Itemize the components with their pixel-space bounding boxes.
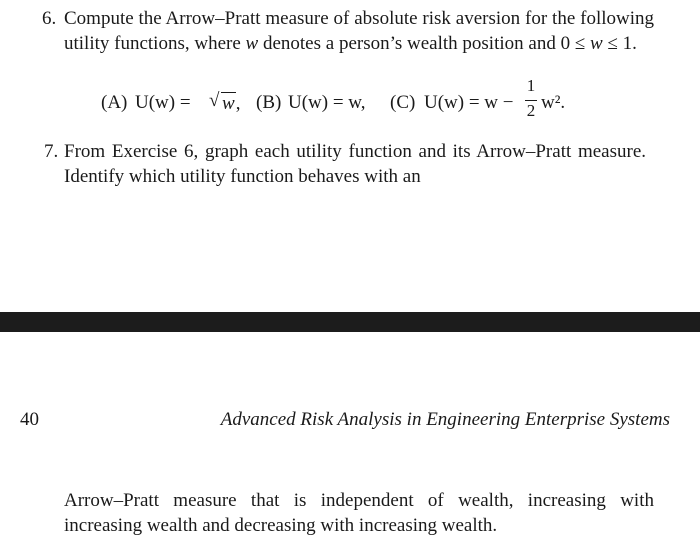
formula-a-tail: , [235, 93, 241, 114]
exercise-7 [44, 139, 646, 189]
radical-sign: √ [209, 90, 220, 111]
page-number: 40 [20, 409, 39, 430]
exercise-7-text: From Exercise 6, graph each utility function and its Arrow–Pratt measure. Identify which utility function behaves with an [64, 141, 646, 187]
formula-a-sqrt [209, 92, 240, 115]
fraction-numerator: 1 [526, 76, 536, 95]
formula-b-expr: U(w) = w, [288, 92, 366, 113]
continuation-paragraph: Arrow–Pratt measure that is independent of wealth, increasing with increasing wealth and decreasing with increasing wealth. [64, 490, 654, 536]
formula-c-tail: w². [541, 92, 566, 113]
page-divider-bar [0, 312, 700, 332]
exercise-6-text: Compute the Arrow–Pratt measure of absolute risk aversion for the following utility functions, where w denotes a person’s wealth position and 0 ≤ w ≤ 1. [64, 8, 654, 54]
formula-a-lhs: U(w) = [135, 92, 191, 113]
fraction-denominator: 2 [526, 101, 536, 120]
exercise-7-number: 7. [44, 141, 59, 162]
formula-c-lhs: U(w) = w − [424, 92, 514, 113]
exercise-6 [42, 6, 654, 56]
formula-a-radicand: w [222, 93, 235, 114]
formula-c-label: (C) [390, 92, 416, 113]
exercise-6-number: 6. [42, 8, 57, 29]
formula-b-label: (B) [256, 92, 282, 113]
running-head: Advanced Risk Analysis in Engineering Enterprise Systems [220, 409, 670, 430]
formula-a-label: (A) [101, 92, 128, 113]
